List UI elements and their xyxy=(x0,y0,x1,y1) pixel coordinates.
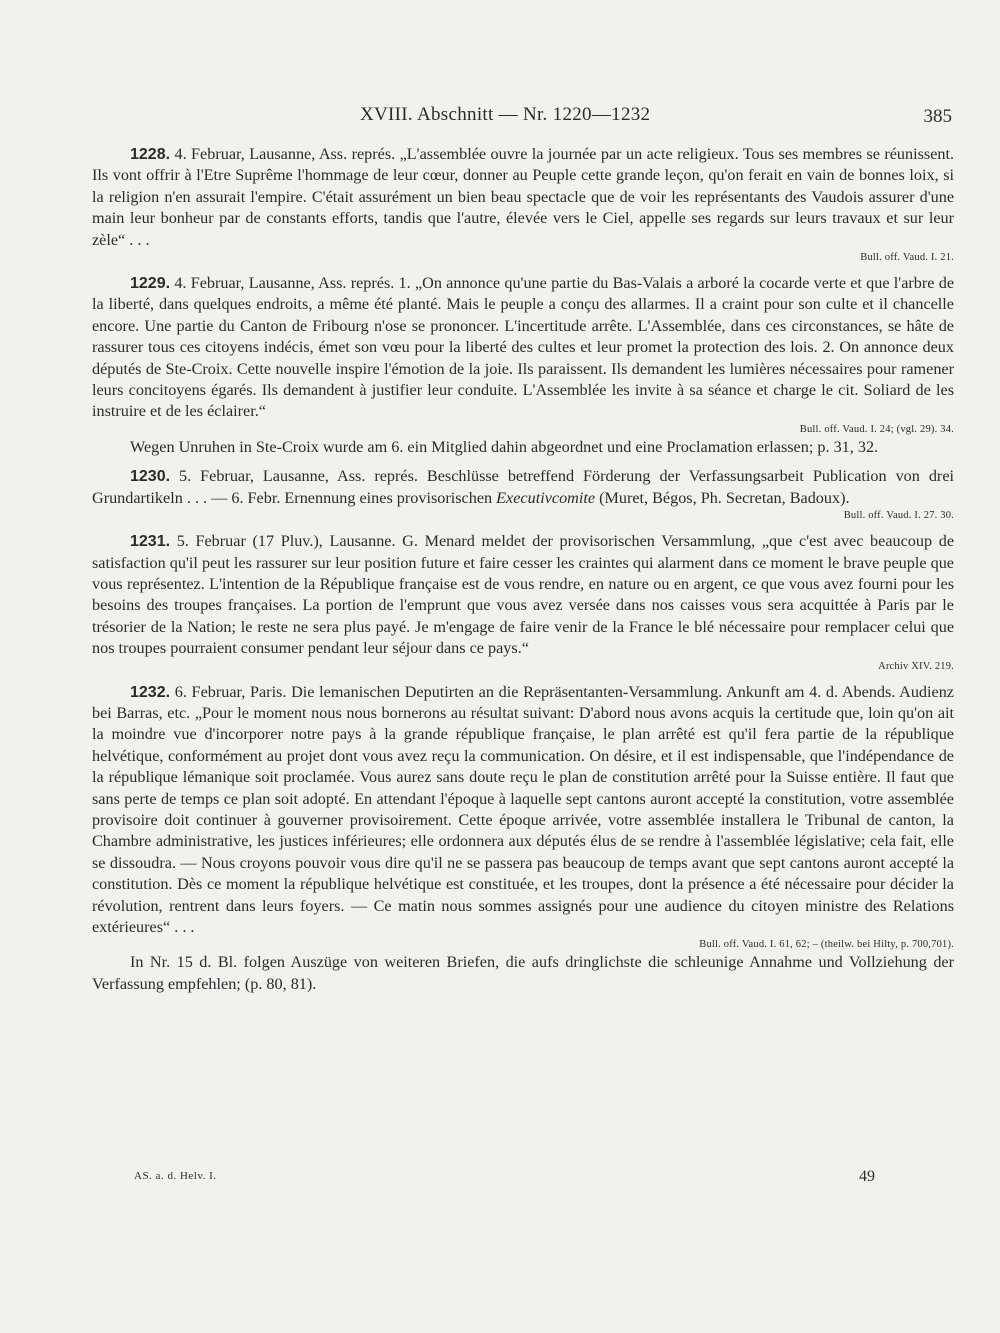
entry-number: 1231. xyxy=(130,533,171,551)
section-title: XVIII. Abschnitt — Nr. 1220—1232 xyxy=(360,104,651,125)
entry-text xyxy=(92,273,954,423)
entry-note: In Nr. 15 d. Bl. folgen Auszüge von weiteren Briefen, die aufs dringlichste die schleunige Annahme und Vollziehung der Verfassung empfehlen; (p. 80, 81). xyxy=(92,953,954,993)
entry-body-italic: Executivcomite xyxy=(496,488,596,507)
entry-text xyxy=(92,531,954,659)
running-head xyxy=(0,104,1000,130)
entry-note: Wegen Unruhen in Ste-Croix wurde am 6. ein Mitglied dahin abgeordnet und eine Proclamation erlassen; p. 31, 32. xyxy=(130,437,879,456)
footer-signature: AS. a. d. Helv. I. xyxy=(134,1170,217,1182)
source-reference: Bull. off. Vaud. I. 24; (vgl. 29). 34. xyxy=(799,423,954,435)
footer-sheet-number: 49 xyxy=(859,1168,875,1185)
source-reference: Bull. off. Vaud. I. 21. xyxy=(860,252,954,264)
document-body xyxy=(92,144,954,1003)
entry-1228 xyxy=(92,144,954,265)
entry-body: 5. Februar, Lausanne, Ass. représ. Beschlüsse betreffend Förderung der Verfassungsarbeit Publication von drei Grundartikeln . . . — 6. Febr. Ernennung eines provisorischen xyxy=(92,467,955,507)
source-reference: Archiv XIV. 219. xyxy=(878,660,954,672)
page-number: 385 xyxy=(923,106,952,127)
entry-text xyxy=(92,466,954,509)
entry-body: 4. Februar, Lausanne, Ass. représ. „L'assemblée ouvre la journée par un acte religieux. Tous ses membres se réunissent. Ils vont offrir à l'Etre Suprême l'hommage de leur cœur, donner au Peuple cette grande leçon, qu'on ferait en vain de bonnes loix, si la religion n'en assurait l'empire. C'était assurément un bien beau spectacle que de voir les représentants des Vaudois assurer d'une main leur bonheur par de constants efforts, tandis que l'autre, élevée vers le Ciel, appelle ses regards sur leurs travaux et sur leur zèle“ . . . xyxy=(92,145,955,249)
entry-1232 xyxy=(92,682,954,996)
source-reference: Bull. off. Vaud. I. 27. 30. xyxy=(843,510,954,522)
entry-1230 xyxy=(92,466,954,523)
entry-1229 xyxy=(92,273,954,458)
entry-number: 1232. xyxy=(130,683,171,701)
entry-number: 1230. xyxy=(130,468,171,486)
entry-text xyxy=(92,144,954,251)
entry-body: 6. Februar, Paris. Die lemanischen Deputirten an die Repräsentanten-Versammlung. Ankunft am 4. d. Abends. Audienz bei Barras, etc. „Pour le moment nous nous bornerons au résultat suivant: D'abord nous avons acquis la certitude que, loin qu'on ait la moindre vue d'incorporer notre pays à la grande république française, le plan arrêté est qu'il fera partie de la république helvétique, conformément au projet dont vous avez reçu la communication. On désire, et il est indispensable, que l'indépendance de la république lémanique soit proclamée. Vous aurez sans doute reçu le plan de constitution arrêté pour la Suisse entière. Il faut que sans perte de temps ce plan soit adopté. En attendant l'époque à laquelle sept cantons auront accepté la constitution, votre assemblée provisoire doit continuer à gouverner provisoirement. Cette époque arrivée, votre assemblée installera le Tribunal de canton, la Chambre administrative, les justices inférieures; elle ordonnera aux députés élus de se rendre à l'assemblée législative; cela fait, elle se dissoudra. — Nous croyons pouvoir vous dire qu'il ne se passera pas beaucoup de temps avant que sept cantons auront accepté la constitution. Dès ce moment la république helvétique est constituée, et les troupes, dont la présence a été nécessaire pour décider la révolution, rentrent dans leurs foyers. — Ce matin nous sommes assignés pour une audience du citoyen ministre des Relations extérieures“ . . . xyxy=(92,682,954,936)
entry-number: 1229. xyxy=(130,275,171,293)
entry-body: 5. Februar (17 Pluv.), Lausanne. G. Menard meldet der provisorischen Versammlung, „que c'est avec beaucoup de satisfaction qu'il peut les rassurer sur leur position future et faire cesser les craintes qui alarment dans ce moment le brave peuple que vous représentez. L'intention de la République française est de vous rendre, en nature ou en argent, ce que vous avez fourni pour les besoins des troupes françaises. La portion de l'emprunt que vous avez versée dans nos caisses vous sera acquittée à Paris par le trésorier de la Nation; le reste ne sera plus payé. Je m'engage de faire venir de la France le blé nécessaire pour remplacer celui que nos troupes pourraient consumer pendant leur séjour dans ce pays.“ xyxy=(92,532,954,658)
entry-body: 4. Februar, Lausanne, Ass. représ. 1. „On annonce qu'une partie du Bas-Valais a arboré la cocarde verte et que l'arbre de la liberté, dans quelques endroits, a même été planté. Mais le peuple a conçu des allarmes. Il a craint pour son culte et il chancelle encore. Une partie du Canton de Fribourg n'ose se prononcer. L'incertitude arrête. L'Assemblée, dans ces circonstances, se hâte de rassurer tous ces citoyens indécis, émet son vœu pour la liberté des cultes et leur promet la protection des lois. 2. On annonce deux députés de Ste-Croix. Cette nouvelle inspire l'émotion de la joie. Ils paraissent. Ils demandent les lumières nécessaires pour ramener leurs concitoyens égarés. Ils demandent à justifier leur conduite. L'Assemblée les invite à sa séance et charge le cit. Soliard de les instruire et de les éclairer.“ xyxy=(92,274,955,421)
page-footer xyxy=(0,1170,1000,1190)
source-reference: Bull. off. Vaud. I. 61, 62; – (theilw. bei Hilty, p. 700,701). xyxy=(699,939,954,951)
entry-number: 1228. xyxy=(130,146,171,163)
entry-1231 xyxy=(92,531,954,673)
entry-body: (Muret, Bégos, Ph. Secretan, Badoux). xyxy=(599,488,850,507)
entry-text xyxy=(92,682,954,939)
